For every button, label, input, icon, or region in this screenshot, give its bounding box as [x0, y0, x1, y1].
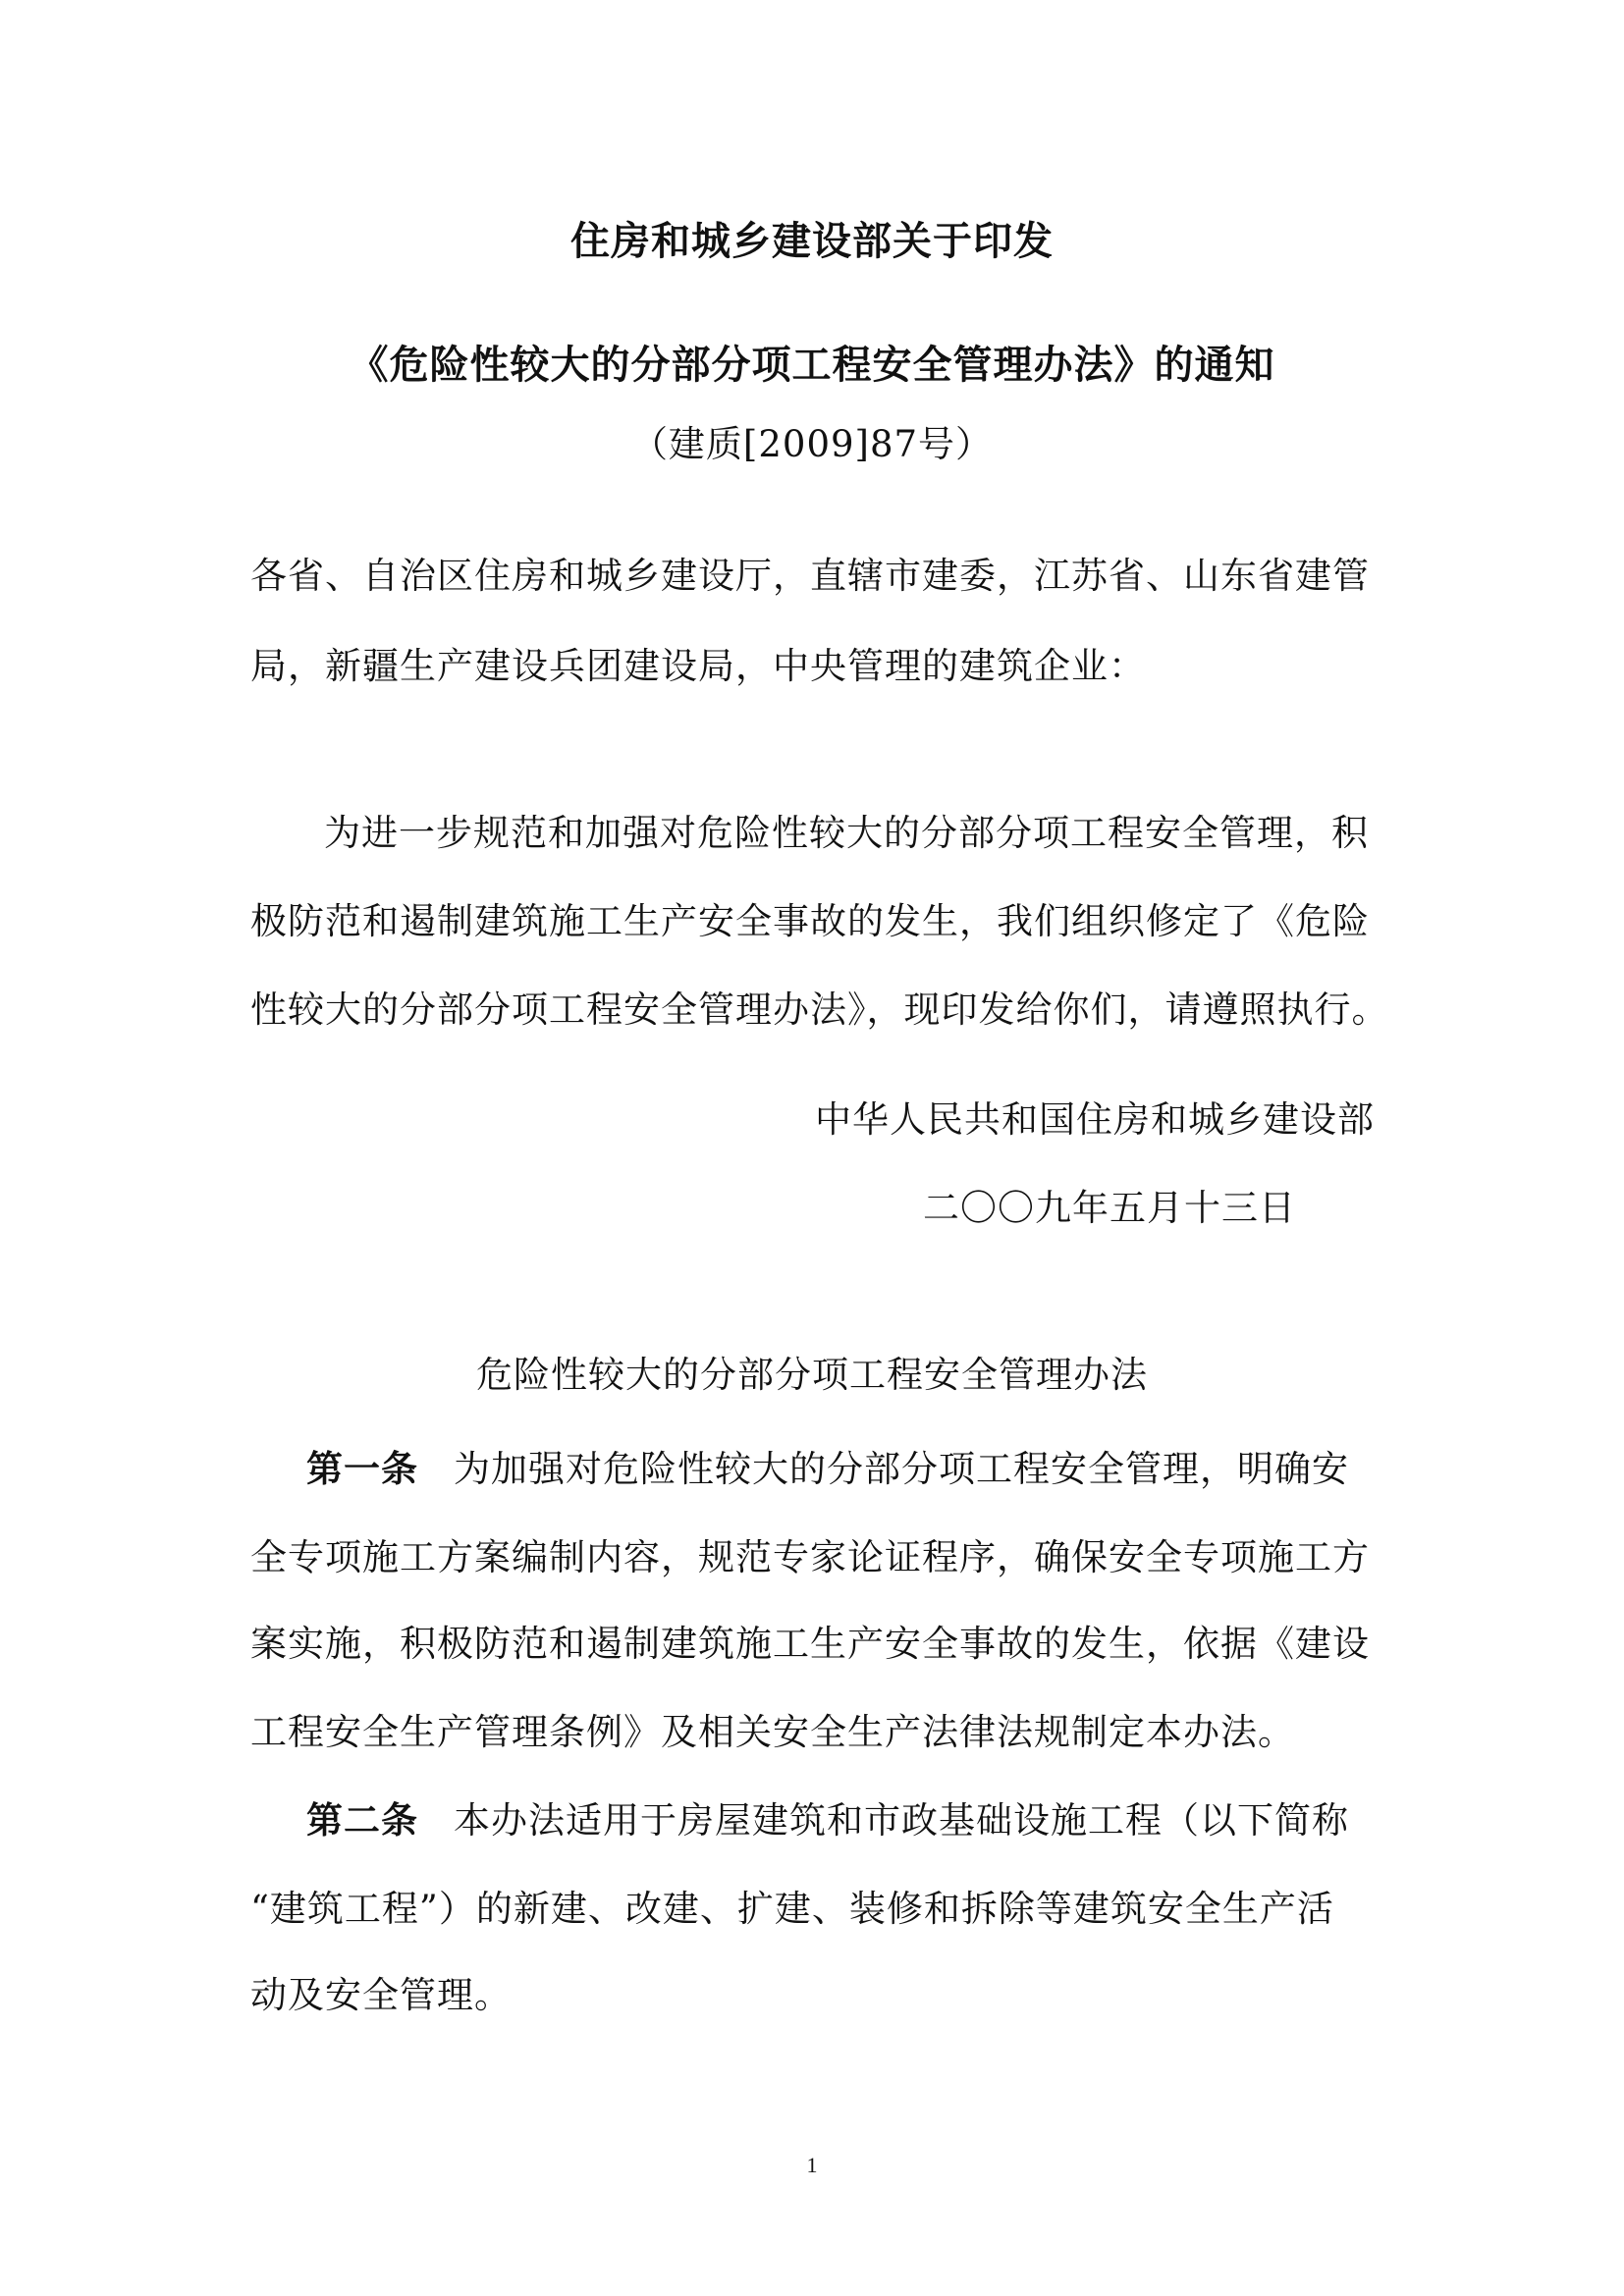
- article-1-line-3: 案实施，积极防范和遏制建筑施工生产安全事故的发生，依据《建设: [250, 1623, 1370, 1665]
- document-number: （建质[2009]87号）: [630, 423, 994, 465]
- article-1-line-1: [306, 1447, 1349, 1490]
- article-1-text-1: 为加强对危险性较大的分部分项工程安全管理，明确安: [454, 1448, 1349, 1490]
- article-2-label: 第二条: [306, 1798, 418, 1842]
- addressee-line-1: 各省、自治区住房和城乡建设厅，直辖市建委，江苏省、山东省建管: [250, 555, 1370, 597]
- intro-paragraph-line-1: 为进一步规范和加强对危险性较大的分部分项工程安全管理，积: [324, 812, 1369, 854]
- regulation-title: 危险性较大的分部分项工程安全管理办法: [476, 1354, 1148, 1396]
- intro-paragraph-line-2: 极防范和遏制建筑施工生产安全事故的发生，我们组织修定了《危险: [250, 900, 1370, 942]
- addressee-line-2: 局，新疆生产建设兵团建设局，中央管理的建筑企业：: [250, 645, 1146, 687]
- page-number: 1: [806, 2153, 818, 2177]
- document-title-line-2: 《危险性较大的分部分项工程安全管理办法》的通知: [349, 342, 1275, 388]
- article-1-label: 第一条: [306, 1447, 418, 1490]
- intro-paragraph-line-3: 性较大的分部分项工程安全管理办法》，现印发给你们，请遵照执行。: [250, 988, 1389, 1031]
- article-2-line-1: [306, 1798, 1349, 1842]
- document-title-line-1: 住房和城乡建设部关于印发: [570, 218, 1054, 264]
- article-1-line-2: 全专项施工方案编制内容，规范专家论证程序，确保安全专项施工方: [250, 1536, 1370, 1578]
- article-2-line-2: “建筑工程”）的新建、改建、扩建、装修和拆除等建筑安全生产活: [250, 1888, 1334, 1930]
- article-2-line-3: 动及安全管理。: [250, 1974, 512, 2016]
- signature-date: 二〇〇九年五月十三日: [923, 1187, 1296, 1229]
- signature-organization: 中华人民共和国住房和城乡建设部: [815, 1098, 1375, 1141]
- article-1-line-4: 工程安全生产管理条例》及相关安全生产法律法规制定本办法。: [250, 1711, 1295, 1753]
- article-2-text-1: 本办法适用于房屋建筑和市政基础设施工程（以下简称: [454, 1799, 1349, 1842]
